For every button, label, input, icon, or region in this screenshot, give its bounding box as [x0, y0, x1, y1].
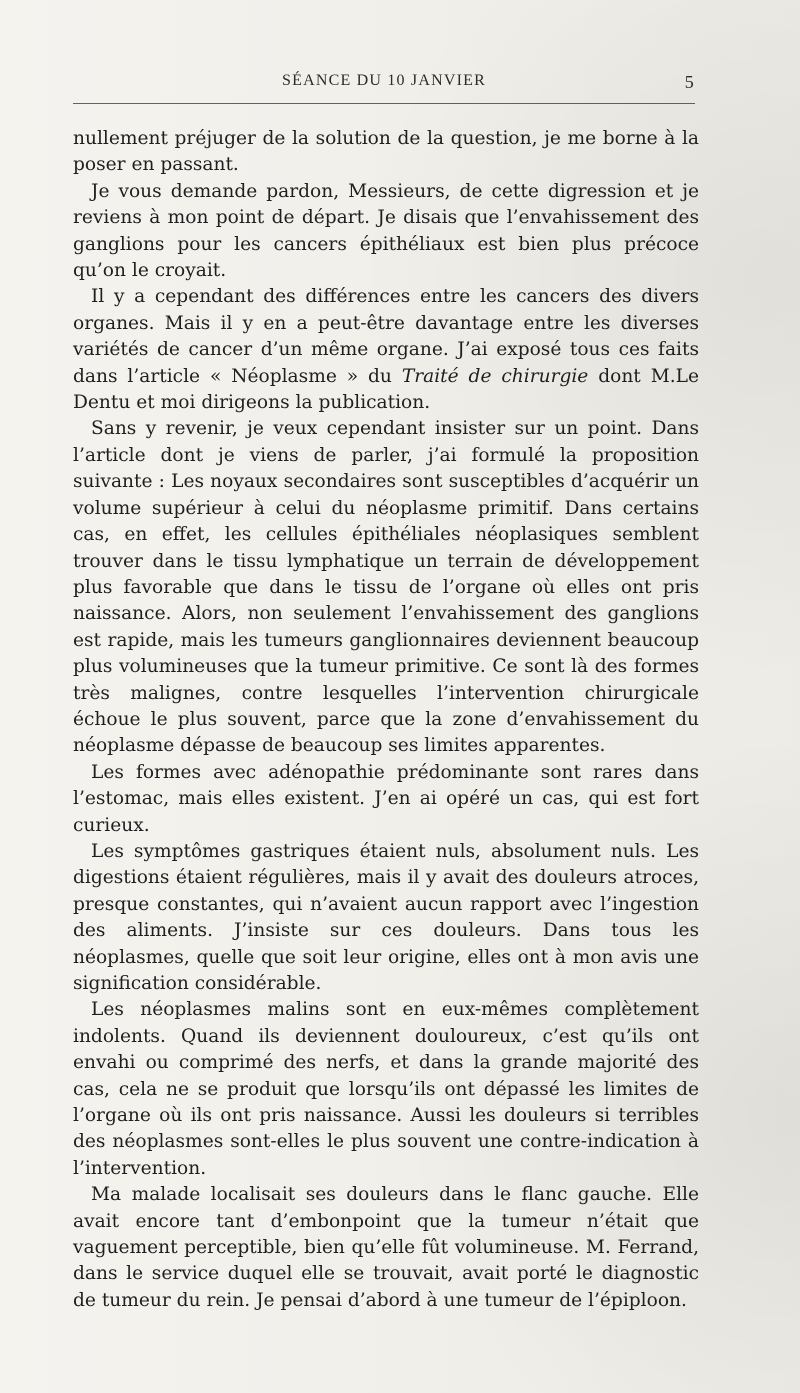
paragraph-1: nullement préjuger de la solution de la question, je me borne à la poser en passant.: [73, 128, 699, 176]
running-header: [73, 72, 695, 94]
paragraph-3: [73, 284, 699, 416]
paragraph-4: Sans y revenir, je veux cependant insister sur un point. Dans l’article dont je viens de parler, j’ai formulé la proposition suivante : Les noyaux secondaires sont susceptibles d’acquérir un volume supérieur à celui du néoplasme primitif. Dans certains cas, en effet, les cellules épithéliales néoplasiques semblent trouver dans le tissu lymphatique un terrain de développement plus favorable que dans le tissu de l’organe où elles ont pris naissance. Alors, non seulement l’envahissement des ganglions est rapide, mais les tumeurs ganglionnaires deviennent beaucoup plus volumineuses que la tumeur primitive. Ce sont là des formes très malignes, contre lesquelles l’intervention chirurgicale échoue le plus souvent, parce que la zone d’envahissement du néoplasme dépasse de beaucoup ses limites apparentes.: [73, 418, 699, 757]
paragraph-8: Ma malade localisait ses douleurs dans le flanc gauche. Elle avait encore tant d’embonpoint que la tumeur n’était que vaguement perceptible, bien qu’elle fût volumineuse. M. Ferrand, dans le service duquel elle se trouvait, avait porté le diagnostic de tumeur du rein. Je pensai d’abord à une tumeur de l’épiploon.: [73, 1184, 699, 1311]
paragraph-3-part-2: dont M.Le Dentu et moi dirigeons la publication.: [73, 365, 699, 414]
paragraph-2: Je vous demande pardon, Messieurs, de cette digression et je reviens à mon point de départ. Je disais que l’envahissement des ganglions pour les cancers épithéliaux est bien plus précoce qu’on le croyait.: [73, 180, 699, 282]
paragraph-3-part-1: Il y a cependant des différences entre les cancers des divers organes. Mais il y en a peut-être davantage entre les diverses variétés de cancer d’un même organe. J’ai exposé tous ces faits dans l’article « Néoplasme » du: [73, 286, 699, 387]
body-text: [73, 126, 699, 1314]
paragraph-5: Les formes avec adénopathie prédominante sont rares dans l’estomac, mais elles existent. J’en ai opéré un cas, qui est fort curieux.: [73, 761, 699, 836]
paragraph-6: Les symptômes gastriques étaient nuls, absolument nuls. Les digestions étaient régulières, mais il y avait des douleurs atroces, presque constantes, qui n’avaient aucun rapport avec l’ingestion des aliments. J’insiste sur ces douleurs. Dans tous les néoplasmes, quelle que soit leur origine, elles ont à mon avis une signification considérable.: [73, 840, 699, 994]
paragraph-7: Les néoplasmes malins sont en eux-mêmes complètement indolents. Quand ils deviennent douloureux, c’est qu’ils ont envahi ou comprimé des nerfs, et dans la grande majorité des cas, cela ne se produit que lorsqu’ils ont dépassé les limites de l’organe où ils ont pris naissance. Aussi les douleurs si terribles des néoplasmes sont-elles le plus souvent une contre-indication à l’intervention.: [73, 999, 699, 1179]
paragraph-3-italic-title: Traité de chirurgie: [401, 365, 589, 387]
running-header-title: SÉANCE DU 10 JANVIER: [282, 72, 486, 89]
page-number: 5: [684, 72, 695, 92]
header-rule: [73, 103, 695, 104]
